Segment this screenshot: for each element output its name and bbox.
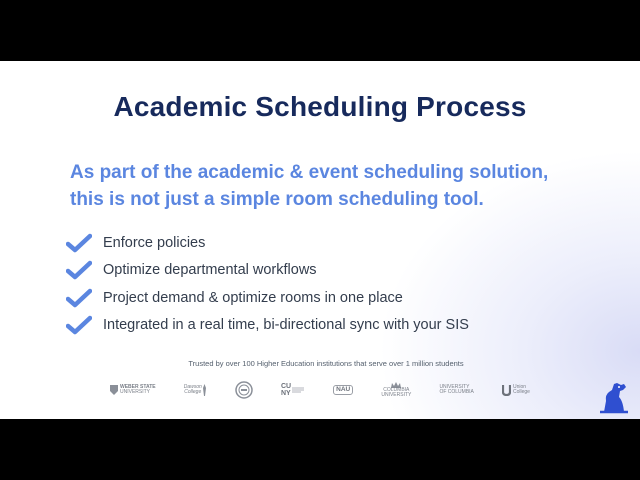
- dog-mascot-icon: [596, 379, 632, 415]
- list-item: [66, 284, 566, 312]
- nau-logo: [333, 385, 353, 395]
- list-item-text: Project demand & optimize rooms in one place: [103, 289, 403, 306]
- slide-title: Academic Scheduling Process: [113, 91, 527, 122]
- trusted-by-text: Trusted by over 100 Higher Education institutions that serve over 1 million students: [188, 359, 464, 368]
- check-icon: [66, 233, 92, 253]
- logo-text-line-2: OF COLUMBIA: [439, 389, 474, 395]
- logo-text-line-2: NY: [280, 390, 291, 397]
- list-item: [66, 229, 566, 257]
- logo-text-line-1: WEBER STATE: [120, 383, 156, 390]
- logo-text-line-2: College: [512, 389, 530, 395]
- university-of-columbia-logo: [439, 385, 473, 396]
- u-college-logo: [502, 385, 530, 396]
- subtitle-line-2: this is not just a simple room scheduling tool.: [70, 189, 484, 210]
- logo-text-line-1: UNIVERSITY: [439, 383, 470, 390]
- list-item-text: Enforce policies: [103, 234, 206, 251]
- columbia-university-logo: [381, 382, 411, 399]
- check-icon: [66, 315, 92, 335]
- list-item: [66, 257, 566, 285]
- lines-icon: [291, 386, 305, 394]
- list-item: [66, 312, 566, 340]
- torch-icon: [202, 384, 207, 396]
- logo-text-line-1: Union: [512, 383, 527, 390]
- round-seal-logo: [235, 381, 253, 399]
- customer-logos: [110, 377, 530, 403]
- logo-text-line-2: College: [184, 389, 202, 395]
- logo-text-line-1: COLUMBIA: [383, 386, 410, 393]
- weber-state-logo: [110, 385, 156, 396]
- letterbox-top: [0, 0, 640, 61]
- u-letter-icon: [502, 385, 511, 396]
- check-icon: [66, 260, 92, 280]
- logo-text-line-2: UNIVERSITY: [120, 389, 151, 395]
- college-logo-2: [184, 384, 207, 396]
- cuny-logo: [281, 383, 305, 397]
- logo-text-line-1: CU: [280, 383, 292, 390]
- subtitle-line-1: As part of the academic & event scheduling solution,: [70, 162, 549, 183]
- feature-list: [66, 229, 566, 339]
- list-item-text: Optimize departmental workflows: [103, 262, 317, 279]
- logo-text-line-2: UNIVERSITY: [381, 392, 412, 398]
- presentation-slide: [0, 61, 640, 419]
- seal-icon: [235, 381, 253, 399]
- list-item-text: Integrated in a real time, bi-directional sync with your SIS: [103, 317, 469, 334]
- letterbox-bottom: [0, 419, 640, 480]
- logo-text-line-1: Dawson: [183, 383, 202, 390]
- logo-text-line-1: NAU: [333, 385, 353, 395]
- slide-subtitle: [70, 159, 590, 213]
- shield-logo-icon: [110, 385, 118, 395]
- check-icon: [66, 288, 92, 308]
